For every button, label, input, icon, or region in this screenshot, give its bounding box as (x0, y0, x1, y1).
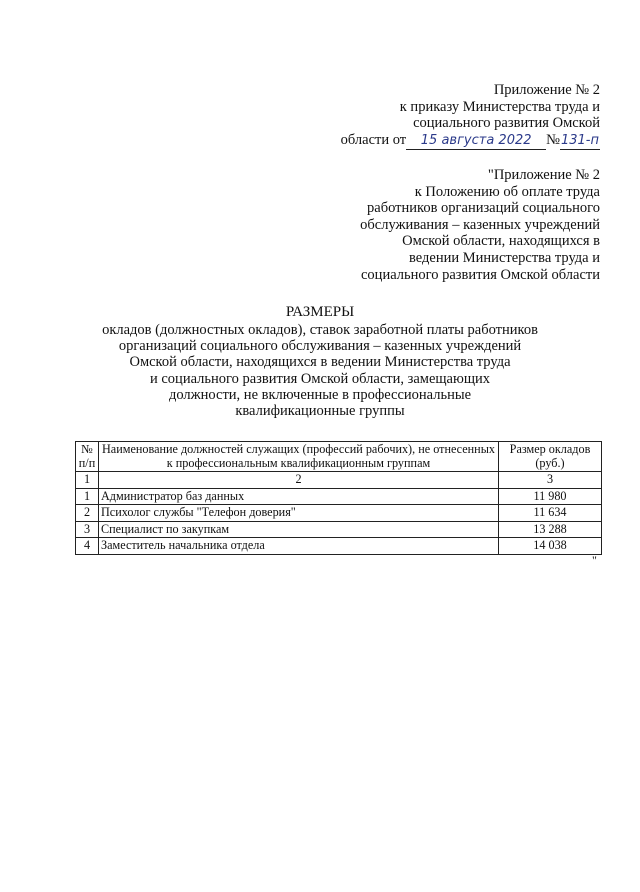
table-row (76, 505, 602, 522)
annex-reference-block (341, 82, 600, 150)
subtitle-line: окладов (должностных окладов), ставок заработной платы работников (102, 322, 538, 338)
table-header-row (76, 442, 602, 472)
annex-title-line: Приложение № 2 (493, 82, 600, 98)
table-index-row (76, 472, 602, 489)
regulation-annex-block (360, 167, 600, 283)
document-subtitle (20, 322, 620, 419)
annex-order-line: к приказу Министерства труда и (399, 98, 600, 115)
index-cell: 2 (99, 472, 499, 489)
regulation-annex-line: ведении Министерства труда и (409, 249, 600, 266)
row-num: 4 (76, 538, 99, 555)
regulation-annex-line: социального развития Омской области (361, 266, 600, 283)
number-prefix: № (546, 131, 560, 148)
regulation-annex-line: к Положению об оплате труда (414, 183, 600, 200)
table-row (76, 521, 602, 538)
row-num: 2 (76, 505, 99, 522)
index-cell: 3 (499, 472, 602, 489)
subtitle-line: квалификационные группы (235, 403, 405, 420)
subtitle-line: Омской области, находящихся в ведении Министерства труда (129, 354, 511, 371)
table-row (76, 538, 602, 555)
closing-quote: " (592, 553, 597, 567)
regulation-annex-line: "Приложение № 2 (487, 167, 600, 183)
row-position: Администратор баз данных (99, 488, 499, 505)
header-position-name: Наименование должностей служащих (профессий рабочих), не отнесенных к профессиональным квалификационным группам (99, 442, 499, 472)
regulation-annex-line: обслуживания – казенных учреждений (360, 216, 600, 233)
annex-ministry-line: социального развития Омской (413, 115, 600, 132)
index-cell: 1 (76, 472, 99, 489)
handwritten-number: 131-п (560, 133, 600, 151)
regulation-annex-line: работников организаций социального (367, 200, 600, 217)
row-salary: 14 038 (499, 538, 602, 555)
regulation-annex-line: Омской области, находящихся в (402, 233, 600, 250)
header-num: № п/п (76, 442, 99, 472)
row-salary: 13 288 (499, 521, 602, 538)
row-num: 1 (76, 488, 99, 505)
header-salary: Размер окладов (руб.) (499, 442, 602, 472)
row-num: 3 (76, 521, 99, 538)
salary-table (75, 441, 602, 555)
date-prefix: области от (340, 131, 407, 148)
row-salary: 11 634 (499, 505, 602, 522)
table-row (76, 488, 602, 505)
row-position: Заместитель начальника отдела (99, 538, 499, 555)
subtitle-line: и социального развития Омской области, замещающих (149, 370, 490, 387)
subtitle-line: должности, не включенные в профессиональные (168, 386, 472, 403)
row-salary: 11 980 (499, 488, 602, 505)
row-position: Специалист по закупкам (99, 521, 499, 538)
handwritten-date: 15 августа 2022 (406, 133, 546, 151)
annex-date-line (341, 132, 600, 151)
document-heading: РАЗМЕРЫ (285, 304, 355, 320)
subtitle-line: организаций социального обслуживания – казенных учреждений (118, 338, 522, 355)
row-position: Психолог службы "Телефон доверия" (99, 505, 499, 522)
